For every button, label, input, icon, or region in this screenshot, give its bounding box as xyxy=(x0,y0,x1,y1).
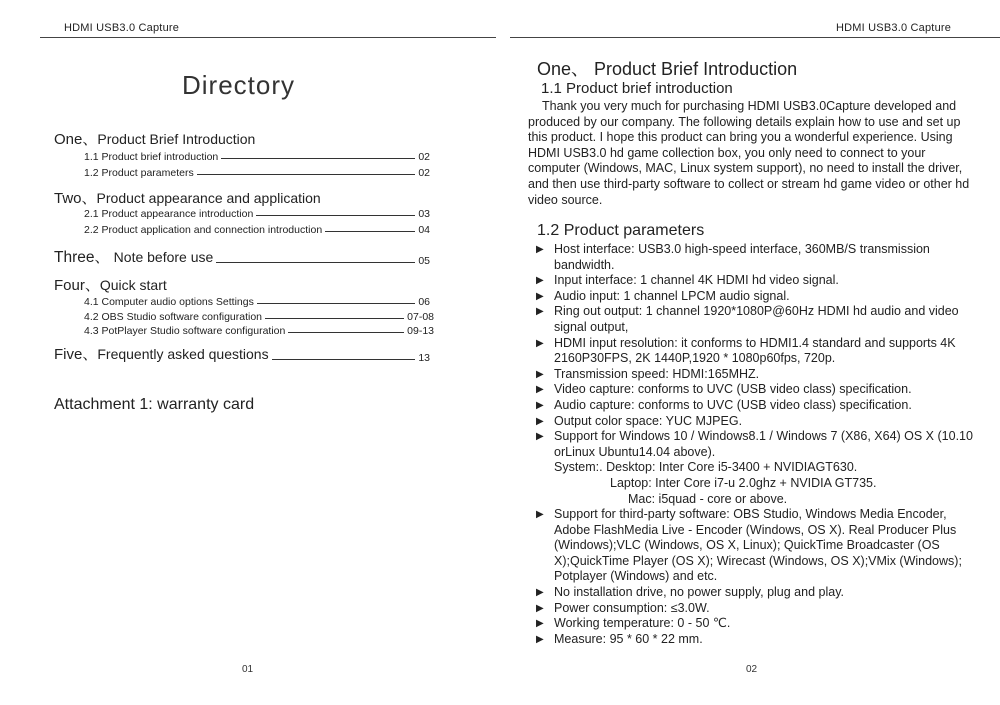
section-label: Product appearance and application xyxy=(96,190,321,206)
section-prefix: Two xyxy=(54,190,82,207)
section-title xyxy=(54,343,269,364)
toc-entry-4-3[interactable] xyxy=(84,325,434,337)
separator: 、 xyxy=(81,190,97,207)
bullet-arrow-icon: ▶ xyxy=(536,306,544,318)
list-item-text: No installation drive, no power supply, plug and play. xyxy=(554,585,844,600)
bullet-arrow-icon: ▶ xyxy=(536,290,544,302)
intro-text: Thank you very much for purchasing HDMI USB3.0Capture developed and produced by our company. The following details explain how to use and set up this product. I hope this product can bring you a wonderful experience. Using HDMI USB3.0 hd game collection box, you only need to connect to your computer (Windows, MAC, Linux system support), no need to install the driver, and then use third-party software to collect or stream hd game video or other hd video source. xyxy=(528,99,970,207)
toc-entry-label: 4.2 OBS Studio software configuration xyxy=(84,311,263,323)
separator: 、 xyxy=(82,346,98,363)
list-item xyxy=(536,398,976,414)
section-title xyxy=(54,246,213,267)
list-item-text: Input interface: 1 channel 4K HDMI hd video signal. xyxy=(554,273,839,288)
toc-page-number: 04 xyxy=(418,224,430,236)
right-page-number: 02 xyxy=(746,664,758,675)
toc-leader xyxy=(272,359,416,360)
toc-section-five[interactable] xyxy=(54,343,430,364)
list-item-text: Support for Windows 10 / Windows8.1 / Windows 7 (X86, X64) OS X (10.10 orLinux Ubuntu14.04 above). xyxy=(554,429,973,459)
toc-leader xyxy=(221,158,415,159)
list-item xyxy=(536,289,976,305)
bullet-arrow-icon: ▶ xyxy=(536,415,544,427)
intro-paragraph xyxy=(528,99,973,208)
toc-leader xyxy=(265,318,404,319)
bullet-arrow-icon: ▶ xyxy=(536,337,544,349)
toc-leader xyxy=(288,332,404,333)
list-item xyxy=(536,507,976,585)
bullet-arrow-icon: ▶ xyxy=(536,509,544,521)
list-item xyxy=(536,585,976,601)
list-item xyxy=(536,382,976,398)
section-heading-1-1: 1.1 Product brief introduction xyxy=(541,80,733,97)
toc-entry-label: 4.3 PotPlayer Studio software configuration xyxy=(84,325,286,337)
toc-entry-2-2[interactable] xyxy=(84,224,430,236)
toc-page-number: 09-13 xyxy=(407,325,434,337)
toc-page-number: 07-08 xyxy=(407,311,434,323)
separator: 、 xyxy=(94,249,114,266)
list-item-text: Power consumption: ≤3.0W. xyxy=(554,600,710,615)
bullet-arrow-icon: ▶ xyxy=(536,587,544,599)
bullet-arrow-icon: ▶ xyxy=(536,244,544,255)
bullet-arrow-icon: ▶ xyxy=(536,399,544,411)
list-item xyxy=(536,429,976,460)
list-item-text: Working temperature: 0 - 50 ℃. xyxy=(554,616,731,631)
list-item-text: HDMI input resolution: it conforms to HDMI1.4 standard and supports 4K 2160P30FPS, 2K 1440P,1920 * 1080p60fps, 720p. xyxy=(554,335,956,366)
list-item-text: Ring out output: 1 channel 1920*1080P@60Hz HDMI hd audio and video signal output, xyxy=(554,304,959,334)
section-prefix: Three xyxy=(54,249,95,266)
toc-leader xyxy=(216,262,415,263)
toc-leader xyxy=(257,303,415,304)
list-item xyxy=(536,273,976,289)
toc-section-four[interactable] xyxy=(54,274,167,295)
right-running-header: HDMI USB3.0 Capture xyxy=(836,22,952,34)
list-item xyxy=(536,367,976,383)
toc-page-number: 06 xyxy=(418,296,430,308)
toc-page-number: 03 xyxy=(418,208,430,220)
bullet-arrow-icon: ▶ xyxy=(536,633,544,645)
left-page-number: 01 xyxy=(242,664,254,675)
toc-entry-label: 2.2 Product application and connection introduction xyxy=(84,224,323,236)
list-item-text: Transmission speed: HDMI:165MHZ. xyxy=(554,366,760,381)
toc-leader xyxy=(197,174,416,175)
list-item xyxy=(536,632,976,648)
toc-entry-label: 2.1 Product appearance introduction xyxy=(84,208,254,220)
list-item xyxy=(536,601,976,617)
list-item-text: Host interface: USB3.0 high-speed interface, 360MB/S transmission bandwidth. xyxy=(554,242,930,272)
section-label: Note before use xyxy=(113,249,214,265)
toc-leader xyxy=(325,231,415,232)
system-line-desktop: System:. Desktop: Inter Core i5-3400 + NVIDIAGT630. xyxy=(554,460,858,475)
toc-section-two[interactable] xyxy=(54,187,321,208)
left-header-rule xyxy=(40,37,496,38)
toc-entry-4-2[interactable] xyxy=(84,311,434,323)
toc-page-number: 02 xyxy=(418,167,430,179)
list-item-text: Measure: 95 * 60 * 22 mm. xyxy=(554,631,703,646)
list-item xyxy=(536,242,976,273)
toc-leader xyxy=(256,215,415,216)
directory-title: Directory xyxy=(182,70,296,100)
list-item-text: Output color space: YUC MJPEG. xyxy=(554,413,743,428)
attachment-entry[interactable]: Attachment 1: warranty card xyxy=(54,396,255,413)
left-running-header: HDMI USB3.0 Capture xyxy=(64,22,180,34)
toc-section-one[interactable] xyxy=(54,128,255,149)
toc-entry-4-1[interactable] xyxy=(84,296,430,308)
section-heading-1-2: 1.2 Product parameters xyxy=(537,222,705,239)
toc-page-number: 05 xyxy=(418,255,430,267)
bullet-arrow-icon: ▶ xyxy=(536,602,544,614)
section-prefix: Four xyxy=(54,277,85,294)
separator: 、 xyxy=(84,277,100,294)
bullet-arrow-icon: ▶ xyxy=(536,431,544,443)
right-header-rule xyxy=(510,37,1000,38)
list-item-text: Audio input: 1 channel LPCM audio signal. xyxy=(554,288,790,303)
section-prefix: One xyxy=(54,131,83,148)
toc-entry-2-1[interactable] xyxy=(84,208,430,220)
section-label: Quick start xyxy=(99,277,167,293)
list-item xyxy=(536,616,976,632)
list-item xyxy=(536,304,976,335)
list-item-text: Audio capture: conforms to UVC (USB video class) specification. xyxy=(554,397,912,412)
parameters-list xyxy=(536,242,976,647)
toc-page-number: 13 xyxy=(418,352,430,364)
toc-entry-1-1[interactable] xyxy=(84,151,430,163)
system-requirements-line xyxy=(536,460,976,476)
separator: 、 xyxy=(82,131,98,148)
section-label: Frequently asked questions xyxy=(97,346,269,362)
system-requirements-line xyxy=(536,492,976,508)
toc-entry-label: 4.1 Computer audio options Settings xyxy=(84,296,254,308)
system-requirements-line xyxy=(536,476,976,492)
list-item-text: Video capture: conforms to UVC (USB video class) specification. xyxy=(554,382,912,397)
toc-entry-label: 1.1 Product brief introduction xyxy=(84,151,219,163)
system-line-mac: Mac: i5quad - core or above. xyxy=(628,491,788,506)
list-item xyxy=(536,414,976,430)
section-prefix: Five xyxy=(54,346,83,363)
toc-section-three[interactable] xyxy=(54,246,430,267)
toc-entry-label: 1.2 Product parameters xyxy=(84,167,194,179)
system-line-laptop: Laptop: Inter Core i7-u 2.0ghz + NVIDIA GT735. xyxy=(610,475,877,490)
bullet-arrow-icon: ▶ xyxy=(536,275,544,287)
toc-page-number: 02 xyxy=(418,151,430,163)
list-item-text: Support for third-party software: OBS Studio, Windows Media Encoder, Adobe FlashMedia Live - Encoder (Windows, OS X). Real Producer Plus (Windows);VLC (Windows, OS X, Linux); QuickTime Broadcaster (OS X);QuickTime Player (OS X); Wirecast (Windows, OS X);VMix (Windows); Potplayer (Windows) and etc. xyxy=(554,507,962,584)
section-label: Product Brief Introduction xyxy=(97,131,256,147)
chapter-heading: One、 Product Brief Introduction xyxy=(537,59,798,79)
bullet-arrow-icon: ▶ xyxy=(536,618,544,630)
bullet-arrow-icon: ▶ xyxy=(536,384,544,396)
bullet-arrow-icon: ▶ xyxy=(536,368,544,380)
toc-entry-1-2[interactable] xyxy=(84,167,430,179)
list-item xyxy=(536,336,976,367)
